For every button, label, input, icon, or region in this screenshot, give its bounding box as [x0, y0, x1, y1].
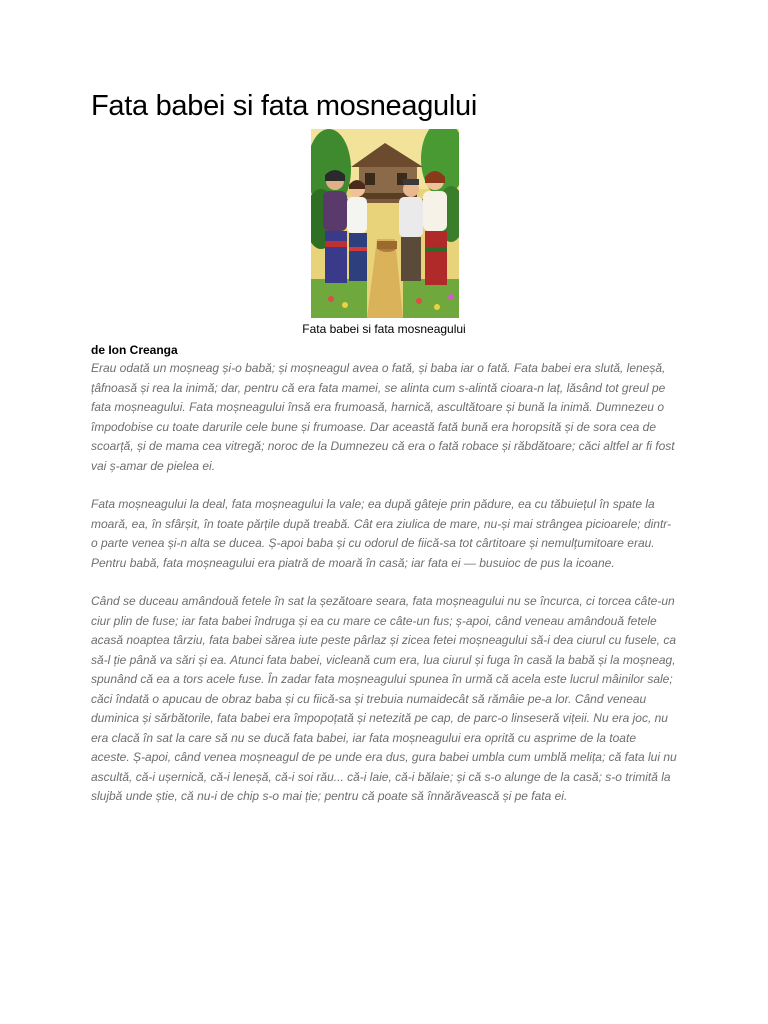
story-illustration — [311, 129, 459, 318]
image-caption: Fata babei si fata mosneagului — [302, 322, 466, 336]
document-title: Fata babei si fata mosneagului — [91, 90, 477, 122]
story-body — [91, 359, 677, 826]
illustration-svg — [311, 129, 459, 318]
paragraph-3: Când se duceau amândouă fetele în sat la șezătoare seara, fata moșneagului nu se încurca, ci torcea câte-un ciur plin de fuse; iar fata babei îndruga și ea cu mare ce câte-un fus; ș-apoi, când veneau amândouă fetele acasă noaptea târziu, fata babei sărea iute peste pârlaz și zicea fetei moșneagului să-i dea ciurul cu fusele, ca să-l ție până va sări și ea. Atunci fata babei, vicleană cum era, lua ciurul și fuga în casă la babă și la moșneag, spunând că ea a tors acele fuse. În zadar fata moșneagului spunea în urmă că acela este lucrul mâinilor sale; căci îndată o apucau de obraz baba și cu fiică-sa și trebuia numaidecât să rămâie pe-a lor. Când veneau duminica și sărbătorile, fata babei era împopoțată și netezită pe cap, de parc-o linseseră vițeii. Nu era joc, nu era clacă în sat la care să nu se ducă fata babei, iar fata moșneagului era oprită cu asprime de la toate aceste. Ș-apoi, când venea moșneagul de pe unde era dus, gura babei umbla cum umblă melița; că fata lui nu ascultă, că-i ușernică, că-i leneșă, că-i soi rău... că-i laie, că-i bălaie; și că s-o alunge de la casă; s-o trimită la slujbă unde știe, că nu-i de chip s-o mai ție; pentru că poate să înnărăvească și pe fata ei. — [91, 594, 677, 803]
paragraph-2: Fata moșneagului la deal, fata moșneagului la vale; ea după gâteje prin pădure, ea cu tăbuiețul în spate la moară, ea, în sfârșit, în toate părțile după treabă. Cât era ziulica de mare, nu-și mai strângea picioarele; dintr-o parte venea și-n alta se ducea. Ș-apoi baba și cu odorul de fiică-sa tot cârtitoare și nemulțumitoare erau. Pentru babă, fata moșneagului era piatră de moară în casă; iar fata ei — busuioc de pus la icoane. — [91, 497, 672, 570]
author-line: de Ion Creanga — [91, 343, 178, 357]
paragraph-1: Erau odată un moșneag și-o babă; și moșneagul avea o fată, și baba iar o fată. Fata babei era slută, leneșă, țâfnoasă și rea la inimă; dar, pentru că era fata mamei, se alinta cum s-alintă cioara-n laț, lăsând tot greul pe fata moșneagului. Fata moșneagului însă era frumoasă, harnică, ascultătoare și bună la inimă. Dumnezeu o împodobise cu toate darurile cele bune și frumoase. Dar această fată bună era horopsită și de sora cea de scoarță, și de mama cea vitregă; noroc de la Dumnezeu că era o fată robace și răbdătoare; căci altfel ar fi fost vai ș-amar de pielea ei. — [91, 361, 675, 473]
